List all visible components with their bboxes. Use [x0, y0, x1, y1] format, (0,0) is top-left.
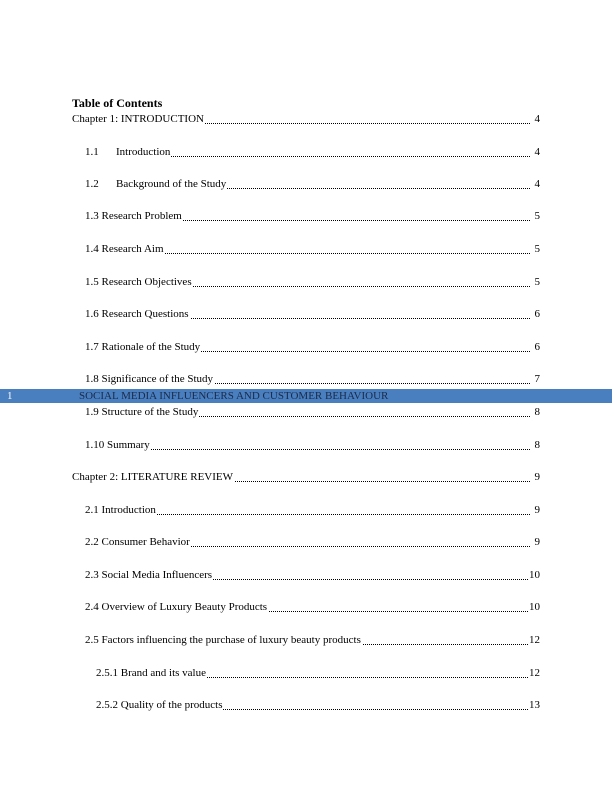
toc-entry-2-3[interactable]: [85, 568, 540, 582]
toc-entry-2-5-1[interactable]: [96, 666, 540, 680]
toc-entry-1-5[interactable]: [85, 275, 540, 289]
toc-entry-page: 12: [529, 667, 540, 679]
toc-entry-page: 4: [534, 178, 540, 190]
toc-entry-label: Chapter 2: LITERATURE REVIEW: [72, 471, 233, 483]
toc-entry-2-5[interactable]: [85, 633, 540, 647]
toc-entry-page: 7: [534, 373, 540, 385]
toc-entry-page: 9: [534, 504, 540, 516]
toc-entry-2-4[interactable]: [85, 600, 540, 614]
toc-entry-page: 6: [534, 341, 540, 353]
toc-title: Table of Contents: [72, 96, 163, 110]
toc-entry-page: 8: [534, 406, 540, 418]
toc-entry-label: 1.4 Research Aim: [85, 243, 164, 255]
toc-entry-chapter-2[interactable]: [72, 470, 540, 484]
page-number: 1: [7, 390, 13, 402]
toc-entry-label: 1.9 Structure of the Study: [85, 406, 199, 418]
toc-entry-page: 12: [529, 634, 540, 646]
toc-entry-label: 2.5 Factors influencing the purchase of luxury beauty products: [85, 634, 361, 646]
toc-entry-text: Background of the Study: [116, 178, 227, 190]
toc-entry-2-2[interactable]: [85, 535, 540, 549]
toc-entry-label: 1.10 Summary: [85, 439, 150, 451]
toc-entry-label: 2.5.2 Quality of the products: [96, 699, 223, 711]
toc-entry-label: 1.5 Research Objectives: [85, 276, 192, 288]
toc-entry-1-1[interactable]: [85, 145, 540, 159]
toc-entry-label: 1.6 Research Questions: [85, 308, 189, 320]
toc-entry-label: 2.4 Overview of Luxury Beauty Products: [85, 601, 268, 613]
dot-leader: [85, 449, 530, 450]
toc-entry-page: 5: [534, 243, 540, 255]
toc-entry-label: 1.3 Research Problem: [85, 210, 182, 222]
toc-entry-page: 4: [534, 146, 540, 158]
toc-entry-label: 1.7 Rationale of the Study: [85, 341, 201, 353]
toc-entry-1-8[interactable]: [85, 372, 540, 386]
toc-entry-page: 13: [529, 699, 540, 711]
toc-entry-number: 1.2: [85, 178, 99, 190]
toc-entry-1-7[interactable]: [85, 340, 540, 354]
toc-entry-page: 10: [529, 569, 540, 581]
toc-entry-1-10[interactable]: [85, 438, 540, 452]
toc-entry-label: 1.8 Significance of the Study: [85, 373, 214, 385]
toc-entry-page: 9: [534, 471, 540, 483]
toc-entry-chapter-1[interactable]: [72, 112, 540, 126]
toc-entry-2-1[interactable]: [85, 503, 540, 517]
toc-entry-1-3[interactable]: [85, 209, 540, 223]
toc-entry-label: [85, 146, 171, 158]
toc-entry-page: 5: [534, 210, 540, 222]
toc-entry-page: 6: [534, 308, 540, 320]
running-header: [0, 389, 612, 403]
toc-entry-page: 4: [534, 113, 540, 125]
toc-entry-text: Introduction: [116, 146, 171, 158]
toc-entry-label: 2.3 Social Media Influencers: [85, 569, 213, 581]
toc-entry-number: 1.1: [85, 146, 99, 158]
toc-entry-label: 2.2 Consumer Behavior: [85, 536, 190, 548]
toc-entry-label: 2.1 Introduction: [85, 504, 156, 516]
toc-entry-1-9[interactable]: [85, 405, 540, 419]
toc-entry-page: 9: [534, 536, 540, 548]
toc-entry-1-2[interactable]: [85, 177, 540, 191]
toc-entry-1-6[interactable]: [85, 307, 540, 321]
toc-entry-2-5-2[interactable]: [96, 698, 540, 712]
toc-entry-label: 2.5.1 Brand and its value: [96, 667, 206, 679]
toc-entry-1-4[interactable]: [85, 242, 540, 256]
toc-entry-label: Chapter 1: INTRODUCTION: [72, 113, 204, 125]
toc-entry-page: 8: [534, 439, 540, 451]
toc-entry-label: [85, 178, 227, 190]
toc-entry-page: 5: [534, 276, 540, 288]
running-header-title: SOCIAL MEDIA INFLUENCERS AND CUSTOMER BEHAVIOUR: [79, 390, 389, 402]
toc-entry-page: 10: [529, 601, 540, 613]
